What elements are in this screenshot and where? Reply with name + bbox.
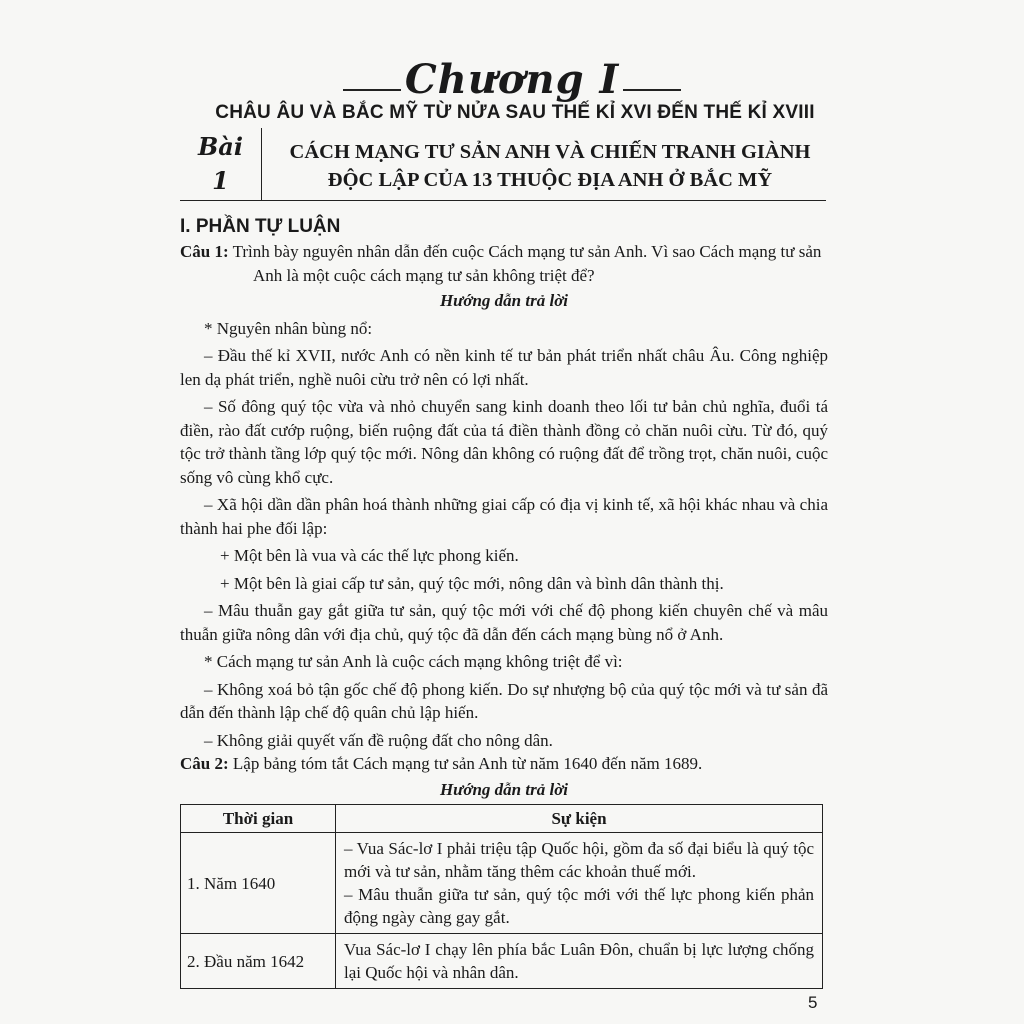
question-1 [180,240,828,287]
lesson-title-line2: ĐỘC LẬP CỦA 13 THUỘC ĐỊA ANH Ở BẮC MỸ [327,169,773,191]
answer-paragraph: – Không xoá bỏ tận gốc chế độ phong kiến. Do sự nhượng bộ của quý tộc mới và tư sản đã dẫn đến thành lập chế độ quân chủ lập hiến. [180,679,828,722]
chapter-title: Chương I [404,56,620,103]
question-2-text: Lập bảng tóm tắt Cách mạng tư sản Anh từ năm 1640 đến năm 1689. [232,754,703,773]
answer-paragraph: * Cách mạng tư sản Anh là cuộc cách mạng không triệt để vì: [204,652,623,671]
summary-table [180,804,823,989]
lesson-title [270,138,830,194]
question-2-label: Câu 2: [180,754,229,773]
event-text: Vua Sác-lơ I chạy lên phía bắc Luân Đôn, chuẩn bị lực lượng chống lại Quốc hội và nhân dân. [344,940,814,982]
question-2-guide: Hướng dẫn trả lời [439,779,569,799]
table-cell-time: 1. Năm 1640 [181,833,336,934]
table-cell-time: 2. Đầu năm 1642 [181,934,336,989]
answer-paragraph: – Không giải quyết vấn đề ruộng đất cho nông dân. [204,730,553,750]
answer-paragraph: + Một bên là giai cấp tư sản, quý tộc mới, nông dân và bình dân thành thị. [220,573,724,593]
table-row [181,934,823,989]
lesson-header [180,128,826,201]
lesson-label: Bài [198,132,243,161]
event-text: – Vua Sác-lơ I phải triệu tập Quốc hội, gồm đa số đại biểu là quý tộc mới và tư sản, nhằm tăng thêm các khoản thuế mới. [344,839,814,881]
event-text: – Mâu thuẫn giữa tư sản, quý tộc mới với thế lực phong kiến phản động ngày càng gay gắt. [344,885,814,927]
lesson-title-line1: CÁCH MẠNG TƯ SẢN ANH VÀ CHIẾN TRANH GIÀNH [289,141,811,163]
table-cell-events [336,833,823,934]
page-number: 5 [808,993,818,1012]
content-body [180,240,828,801]
answer-paragraph: – Mâu thuẫn gay gắt giữa tư sản, quý tộc mới với chế độ phong kiến chuyên chế và mâu thuẫn giữa nông dân với địa chủ, quý tộc đã dẫn đến cách mạng bùng nổ ở Anh. [180,601,828,644]
answer-paragraph: * Nguyên nhân bùng nổ: [204,318,373,338]
question-1-text: Trình bày nguyên nhân dẫn đến cuộc Cách mạng tư sản Anh. Vì sao Cách mạng tư sản Anh là một cuộc cách mạng tư sản không triệt để? [232,242,822,285]
table-header-row [181,805,823,833]
answer-paragraph: + Một bên là vua và các thế lực phong kiến. [220,546,519,565]
table-row [181,833,823,934]
answer-paragraph: – Xã hội dần dần phân hoá thành những giai cấp có địa vị kinh tế, xã hội khác nhau và chia thành hai phe đối lập: [180,495,828,538]
answer-paragraph: – Đầu thế kỉ XVII, nước Anh có nền kinh tế tư bản phát triển nhất châu Âu. Công nghiệp len dạ phát triển, nghề nuôi cừu trở nên có lợi nhất. [180,346,828,389]
table-cell-events [336,934,823,989]
table-header-time: Thời gian [181,805,336,833]
chapter-heading [0,56,1024,103]
table-header-event: Sự kiện [336,805,823,833]
answer-paragraph: – Số đông quý tộc vừa và nhỏ chuyển sang kinh doanh theo lối tư bản chủ nghĩa, đuổi tá điền, rào đất cướp ruộng, biến ruộng đất của tá điền thành đồng cỏ chăn nuôi cừu. Từ đó, quý tộc trở thành tầng lớp quý tộc mới. Nông dân không có ruộng đất để trồng trọt, chăn nuôi, cuộc sống vô cùng khổ cực. [180,397,828,487]
lesson-number-box [180,128,262,200]
chapter-subtitle: CHÂU ÂU VÀ BẮC MỸ TỪ NỬA SAU THẾ KỈ XVI ĐẾN THẾ KỈ XVIII [215,102,815,123]
section-title: I. PHẦN TỰ LUẬN [180,216,341,237]
question-1-guide: Hướng dẫn trả lời [439,291,569,310]
chapter-rule-right [623,89,681,91]
chapter-rule-left [343,89,401,91]
lesson-number: 1 [212,166,229,195]
question-2 [180,752,828,776]
question-1-label: Câu 1: [180,242,229,261]
